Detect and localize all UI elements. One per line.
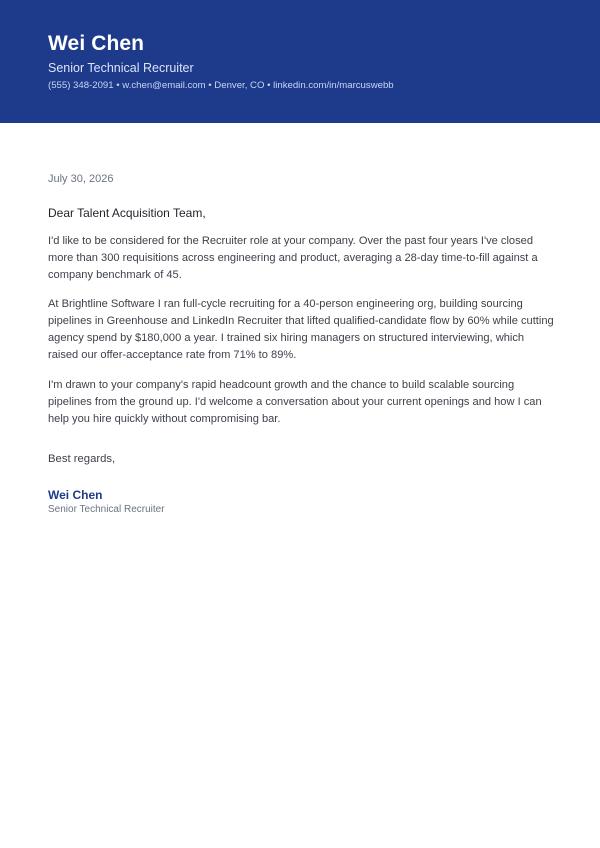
signature-title: Senior Technical Recruiter	[48, 504, 165, 515]
closing: Best regards,	[48, 453, 116, 465]
body-paragraph-1: I'd like to be considered for the Recruiter role at your company. Over the past four years I've closed more than 300 requisitions across engineering and product, averaging a 28-day time-to-fill against a company benchmark of 45.	[48, 235, 538, 281]
applicant-title: Senior Technical Recruiter	[48, 61, 194, 75]
body-paragraph-2: At Brightline Software I ran full-cycle recruiting for a 40-person engineering org, building sourcing pipelines in Greenhouse and LinkedIn Recruiter that lifted qualified-candidate flow by 60% while cutting agency spend by $180,000 a year. I trained six hiring managers on structured interviewing, which raised our offer-acceptance rate from 71% to 89%.	[48, 298, 554, 361]
contact-line: (555) 348-2091 • w.chen@email.com • Denver, CO • linkedin.com/in/marcuswebb	[48, 80, 394, 91]
letterhead-banner	[0, 0, 600, 123]
applicant-name: Wei Chen	[48, 32, 145, 55]
letter-date: July 30, 2026	[48, 173, 114, 185]
salutation: Dear Talent Acquisition Team,	[48, 206, 206, 220]
signature-name: Wei Chen	[48, 488, 103, 502]
body-paragraph-3: I'm drawn to your company's rapid headcount growth and the chance to build scalable sourcing pipelines from the ground up. I'd welcome a conversation about your current openings and how I can help you hire quickly without compromising bar.	[48, 379, 542, 425]
